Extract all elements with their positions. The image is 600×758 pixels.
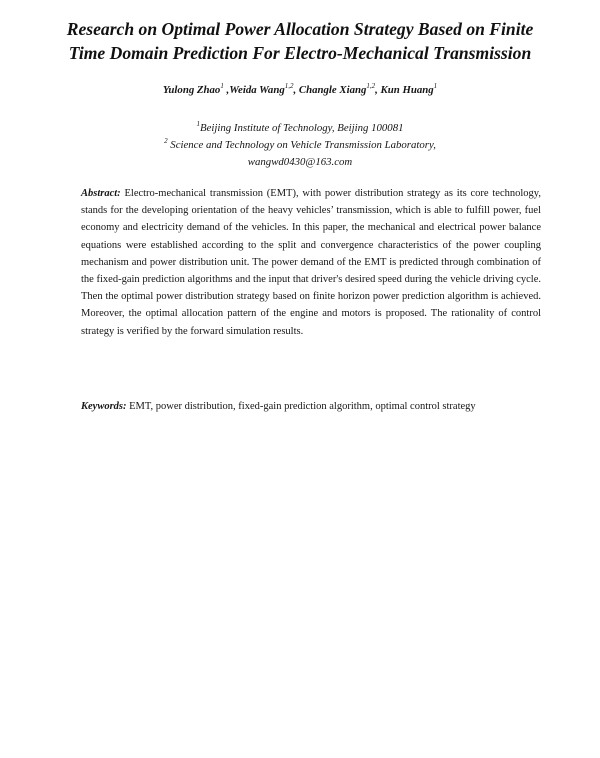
- author-name: ,Weida Wang: [223, 84, 285, 96]
- keywords-text: EMT, power distribution, fixed-gain prediction algorithm, optimal control strategy: [126, 401, 476, 412]
- author-list: [30, 83, 570, 97]
- paper-title: [30, 17, 570, 65]
- keywords: [81, 398, 541, 415]
- author-affiliation-mark: 1,2: [366, 82, 376, 90]
- author-name: , Kun Huang: [375, 84, 434, 96]
- email-text: wangwd0430@163.com: [247, 156, 353, 168]
- affiliation-1: [30, 121, 570, 135]
- author-name: , Changle Xiang: [293, 84, 367, 96]
- affiliation-2: [30, 138, 570, 152]
- keywords-label: Keywords:: [81, 401, 127, 412]
- affiliation-text: Science and Technology on Vehicle Transmission Laboratory,: [167, 139, 436, 151]
- author-affiliation-mark: 1: [433, 82, 438, 90]
- abstract-label: Abstract:: [81, 188, 121, 199]
- affiliation-text: Beijing Institute of Technology, Beijing 100081: [199, 122, 404, 134]
- abstract-text: Electro-mechanical transmission (EMT), with power distribution strategy as its core technology, stands for the developing orientation of the heavy vehicles’ transmission, which is able to fulfill power, fuel economy and electricity demand of the vehicles. In this paper, the mechanical and electrical power balance equations were established according to the split and convergence characteristics of the power coupling mechanism and power distribution unit. The power demand of the EMT is predicted through combination of the fixed-gain prediction algorithms and the input that driver's desired speed during the vehicle driving cycle. Then the optimal power distribution strategy based on finite horizon power prediction algorithm is achieved. Moreover, the optimal allocation pattern of the engine and motors is proposed. The rationality of control strategy is verified by the forward simulation results.: [81, 188, 541, 337]
- author-affiliation-mark: 1: [220, 82, 224, 90]
- title-line-2: Time Domain Prediction For Electro-Mechanical Transmission: [68, 43, 532, 63]
- abstract: [81, 185, 541, 340]
- affiliation-mark: 2: [164, 137, 168, 145]
- author-name: Yulong Zhao: [162, 84, 221, 96]
- author-affiliation-mark: 1,2: [284, 82, 294, 90]
- title-line-1: Research on Optimal Power Allocation Strategy Based on Finite: [66, 19, 534, 39]
- affiliation-mark: 1: [196, 120, 200, 128]
- author-email: [30, 155, 570, 169]
